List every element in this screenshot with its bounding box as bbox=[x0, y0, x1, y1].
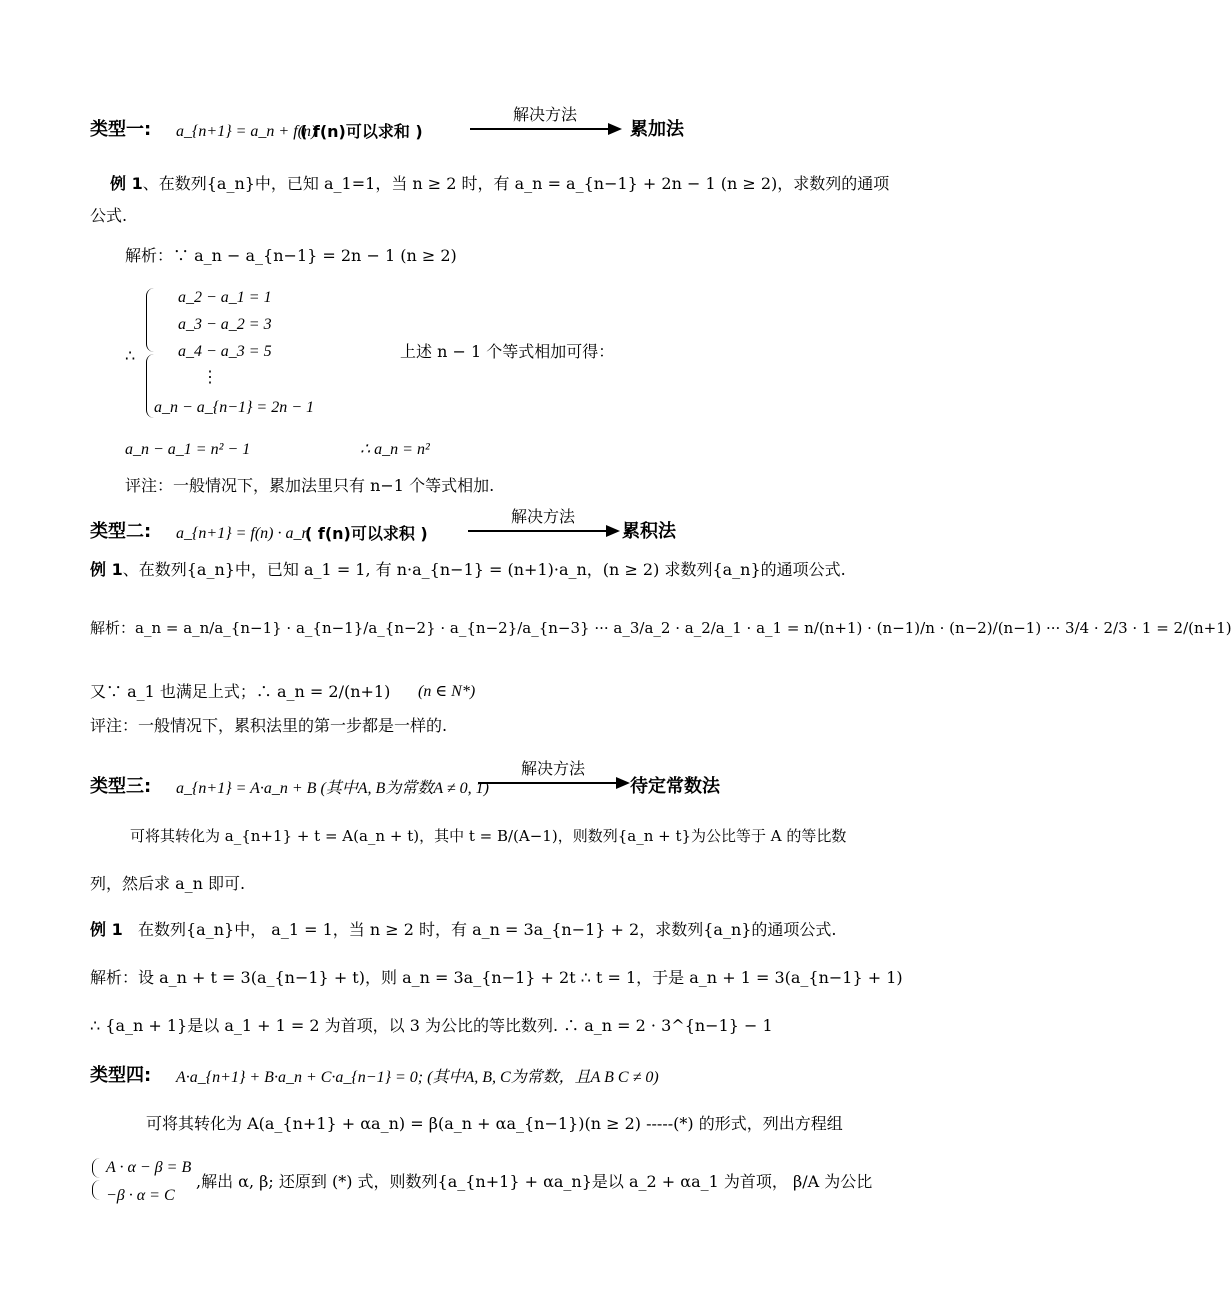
type3-example-line bbox=[90, 918, 837, 942]
type1-system-2: a_3 − a_2 = 3 bbox=[178, 316, 272, 333]
type1-heading: 类型一: bbox=[90, 119, 152, 140]
type1-sum-note: 上述 n − 1 个等式相加可得： bbox=[400, 342, 615, 361]
type2-example-text: 、在数列{a_n}中，已知 a_1 = 1, 有 n·a_{n−1} = (n+1)·a_n，(n ≥ 2) 求数列{a_n}的通项公式. bbox=[122, 560, 846, 579]
type1-arrow-label: 解决方法 bbox=[512, 105, 577, 124]
type2-arrow bbox=[468, 504, 628, 544]
type2-also: 又∵ a_1 也满足上式；∴ a_n = 2/(n+1) bbox=[90, 682, 391, 701]
type3-heading: 类型三: bbox=[90, 776, 152, 797]
type3-example-label: 例 1 bbox=[90, 920, 123, 939]
type1-system-prefix: ∴ bbox=[125, 346, 136, 365]
type1-example-line bbox=[110, 172, 889, 196]
type3-analysis: 解析：设 a_n + t = 3(a_{n−1} + t)，则 a_n = 3a_{n−1} + 2t ∴ t = 1，于是 a_n + 1 = 3(a_{n−1} + 1) bbox=[90, 968, 903, 987]
type3-arrow-label: 解决方法 bbox=[520, 759, 585, 778]
type2-example-line bbox=[90, 558, 846, 582]
type3-para2: 列，然后求 a_n 即可. bbox=[90, 874, 246, 893]
type3-conclusion: ∴ {a_n + 1}是以 a_1 + 1 = 2 为首项，以 3 为公比的等比数列. ∴ a_n = 2 · 3^{n−1} − 1 bbox=[90, 1016, 773, 1035]
type3-method: 待定常数法 bbox=[630, 776, 720, 797]
type1-brace-top bbox=[146, 288, 155, 352]
type1-result-left: a_n − a_1 = n² − 1 bbox=[125, 441, 251, 458]
type2-analysis: 解析：a_n = a_n/a_{n−1} · a_{n−1}/a_{n−2} · a_{n−2}/a_{n−3} ··· a_3/a_2 · a_2/a_1 · a_1 = n/(n+1) · (n−1)/n · (n−2)/(n−1) ··· 3/4 · 2/3 · 1 = 2/(n+1) bbox=[90, 619, 1232, 637]
type4-brace-bottom bbox=[92, 1180, 101, 1200]
type2-comment: 评注：一般情况下，累积法里的第一步都是一样的. bbox=[90, 716, 448, 735]
type1-result-right: ∴ a_n = n² bbox=[360, 441, 430, 458]
type2-formula: a_{n+1} = f(n) · a_n bbox=[176, 525, 310, 542]
type2-domain: (n ∈ N*) bbox=[418, 683, 476, 700]
type4-brace-top bbox=[92, 1158, 101, 1178]
type1-analysis: 解析：∵ a_n − a_{n−1} = 2n − 1 (n ≥ 2) bbox=[125, 246, 457, 265]
type1-system-5: a_n − a_{n−1} = 2n − 1 bbox=[154, 399, 314, 416]
type1-condition: ( f(n)可以求和 ) bbox=[300, 122, 423, 141]
type1-formula: a_{n+1} = a_n + f(n) bbox=[176, 123, 317, 140]
type1-arrow bbox=[470, 102, 630, 142]
type4-para1: 可将其转化为 A(a_{n+1} + αa_n) = β(a_n + αa_{n−1})(n ≥ 2) -----(*) 的形式，列出方程组 bbox=[146, 1114, 843, 1133]
type1-system-1: a_2 − a_1 = 1 bbox=[178, 289, 272, 306]
type1-method: 累加法 bbox=[630, 119, 684, 140]
type2-condition: ( f(n)可以求积 ) bbox=[305, 524, 428, 543]
type1-system-3: a_4 − a_3 = 5 bbox=[178, 343, 272, 360]
type2-arrow-label: 解决方法 bbox=[510, 507, 575, 526]
type1-example-text2: 公式. bbox=[90, 206, 128, 225]
type3-para1: 可将其转化为 a_{n+1} + t = A(a_n + t)，其中 t = B/(A−1)，则数列{a_n + t}为公比等于 A 的等比数 bbox=[130, 827, 847, 845]
type4-formula: A·a_{n+1} + B·a_n + C·a_{n−1} = 0; (其中A, B, C为常数，且A B C ≠ 0) bbox=[176, 1069, 659, 1086]
type4-system-2: −β · α = C bbox=[106, 1187, 175, 1204]
type1-comment: 评注：一般情况下，累加法里只有 n−1 个等式相加. bbox=[125, 476, 495, 495]
type2-example-label: 例 1 bbox=[90, 560, 123, 579]
type3-formula: a_{n+1} = A·a_n + B (其中A, B为常数A ≠ 0, 1) bbox=[176, 780, 489, 797]
type1-example-label: 例 1 bbox=[110, 174, 143, 193]
type4-heading: 类型四: bbox=[90, 1065, 152, 1086]
type2-method: 累积法 bbox=[622, 521, 676, 542]
type3-arrow bbox=[478, 756, 638, 796]
type3-example-text: 在数列{a_n}中， a_1 = 1，当 n ≥ 2 时，有 a_n = 3a_{n−1} + 2，求数列{a_n}的通项公式. bbox=[137, 920, 837, 939]
type1-system-4: ⋮ bbox=[202, 367, 218, 386]
type4-system-1: A · α − β = B bbox=[106, 1159, 192, 1176]
type2-heading: 类型二: bbox=[90, 521, 152, 542]
type1-example-text: 、在数列{a_n}中，已知 a_1=1，当 n ≥ 2 时，有 a_n = a_{n−1} + 2n − 1 (n ≥ 2)，求数列的通项 bbox=[142, 174, 890, 193]
type4-para2: ,解出 α, β; 还原到 (*) 式，则数列{a_{n+1} + αa_n}是以 a_2 + αa_1 为首项， β/A 为公比 bbox=[196, 1172, 873, 1191]
